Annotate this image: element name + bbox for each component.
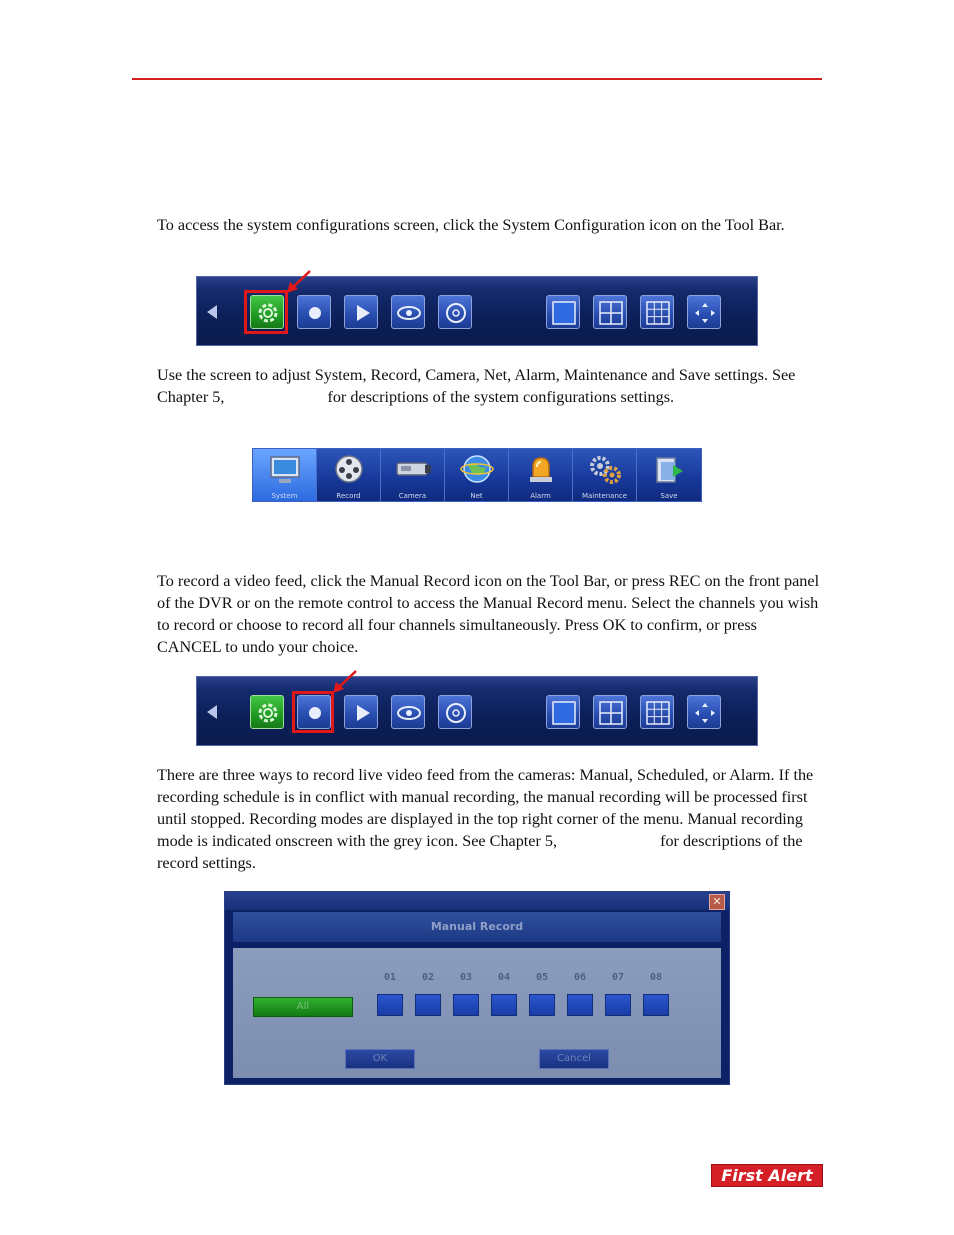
nine-view-icon[interactable] bbox=[640, 695, 674, 729]
menu-label-camera: Camera bbox=[398, 492, 427, 500]
channel-checkbox-07[interactable] bbox=[605, 994, 631, 1016]
manual-record-icon[interactable] bbox=[297, 295, 331, 329]
disc-icon[interactable] bbox=[438, 695, 472, 729]
dialog-titlebar bbox=[225, 892, 729, 910]
toolbar-manual-record bbox=[196, 676, 758, 746]
channel-label: 05 bbox=[535, 972, 549, 983]
fullscreen-icon[interactable] bbox=[687, 295, 721, 329]
film-reel-icon bbox=[331, 453, 367, 489]
preview-icon[interactable] bbox=[391, 295, 425, 329]
channel-checkbox-02[interactable] bbox=[415, 994, 441, 1016]
channel-label: 03 bbox=[459, 972, 473, 983]
monitor-icon bbox=[267, 453, 303, 489]
preview-icon[interactable] bbox=[391, 695, 425, 729]
fullscreen-icon[interactable] bbox=[687, 695, 721, 729]
first-alert-logo bbox=[711, 1164, 823, 1187]
gears-icon bbox=[587, 453, 623, 489]
menu-item-net[interactable] bbox=[445, 449, 509, 501]
system-config-icon[interactable] bbox=[250, 695, 284, 729]
menu-item-alarm[interactable] bbox=[509, 449, 573, 501]
paragraph-record-modes bbox=[157, 764, 821, 874]
pointer-arrow-icon bbox=[284, 268, 314, 296]
channel-checkbox-06[interactable] bbox=[567, 994, 593, 1016]
paragraph-text-a: There are three ways to record live video feed from the cameras: Manual, Scheduled, or Alarm. If the recording schedule is in conflict with manual recording, the manual recording will be processed first until stopped. Recording modes are displayed in the top right corner of the menu. Manual recording mode is indicated onscreen with the grey icon. See Chapter 5, bbox=[157, 766, 814, 850]
playback-icon[interactable] bbox=[344, 295, 378, 329]
camera-icon bbox=[395, 453, 435, 489]
channel-checkbox-01[interactable] bbox=[377, 994, 403, 1016]
channel-label: 01 bbox=[383, 972, 397, 983]
single-view-icon[interactable] bbox=[546, 695, 580, 729]
menu-label-net: Net bbox=[470, 492, 483, 500]
paragraph-manual-record: To record a video feed, click the Manual Record icon on the Tool Bar, or press REC on the front panel of the DVR or on the remote control to access the Manual Record menu. Select the channels you wish to record or choose to record all four channels simultaneously. Press OK to confirm, or press CANCEL to undo your choice. bbox=[157, 572, 820, 656]
ok-button[interactable]: OK bbox=[345, 1049, 415, 1069]
nine-view-icon[interactable] bbox=[640, 295, 674, 329]
menu-label-system: System bbox=[271, 492, 298, 500]
disc-icon[interactable] bbox=[438, 295, 472, 329]
paragraph-text-a: Use the screen to adjust System, Record, Camera, Net, Alarm, Maintenance and Save settings. See Chapter 5, bbox=[157, 366, 796, 406]
menu-item-camera[interactable] bbox=[381, 449, 445, 501]
channel-label: 06 bbox=[573, 972, 587, 983]
channel-checkbox-03[interactable] bbox=[453, 994, 479, 1016]
paragraph-system-config: To access the system configurations screen, click the System Configuration icon on the Tool Bar. bbox=[157, 216, 785, 234]
highlight-box bbox=[292, 691, 334, 733]
menu-item-record[interactable] bbox=[317, 449, 381, 501]
single-view-icon[interactable] bbox=[546, 295, 580, 329]
menu-label-alarm: Alarm bbox=[530, 492, 551, 500]
system-config-menu bbox=[252, 448, 702, 502]
header-rule bbox=[132, 78, 822, 80]
channel-checkbox-08[interactable] bbox=[643, 994, 669, 1016]
alarm-light-icon bbox=[523, 453, 559, 489]
back-icon[interactable] bbox=[207, 305, 217, 319]
quad-view-icon[interactable] bbox=[593, 695, 627, 729]
all-channels-button[interactable]: All bbox=[253, 997, 353, 1017]
paragraph-system-screen bbox=[157, 364, 821, 408]
manual-record-dialog bbox=[224, 891, 730, 1085]
close-icon[interactable]: ✕ bbox=[709, 894, 725, 910]
save-icon bbox=[651, 453, 687, 489]
menu-label-maintenance: Maintenance bbox=[581, 492, 628, 500]
menu-label-record: Record bbox=[336, 492, 361, 500]
channel-checkbox-04[interactable] bbox=[491, 994, 517, 1016]
dialog-title: Manual Record bbox=[233, 912, 721, 942]
channel-label: 02 bbox=[421, 972, 435, 983]
menu-item-save[interactable] bbox=[637, 449, 701, 501]
back-icon[interactable] bbox=[207, 705, 217, 719]
menu-item-maintenance[interactable] bbox=[573, 449, 637, 501]
cancel-button[interactable]: Cancel bbox=[539, 1049, 609, 1069]
quad-view-icon[interactable] bbox=[593, 295, 627, 329]
pointer-arrow-icon bbox=[330, 668, 360, 696]
paragraph-text-b: for descriptions of the record settings. bbox=[157, 832, 803, 872]
menu-label-save: Save bbox=[660, 492, 678, 500]
channel-label: 07 bbox=[611, 972, 625, 983]
menu-item-system[interactable] bbox=[253, 449, 317, 501]
highlight-box bbox=[244, 290, 288, 334]
channel-checkbox-05[interactable] bbox=[529, 994, 555, 1016]
logo-text: First Alert bbox=[721, 1166, 813, 1185]
channel-label: 08 bbox=[649, 972, 663, 983]
paragraph-text-b: for descriptions of the system configurations settings. bbox=[327, 388, 675, 406]
playback-icon[interactable] bbox=[344, 695, 378, 729]
globe-icon bbox=[459, 453, 495, 489]
channel-label: 04 bbox=[497, 972, 511, 983]
